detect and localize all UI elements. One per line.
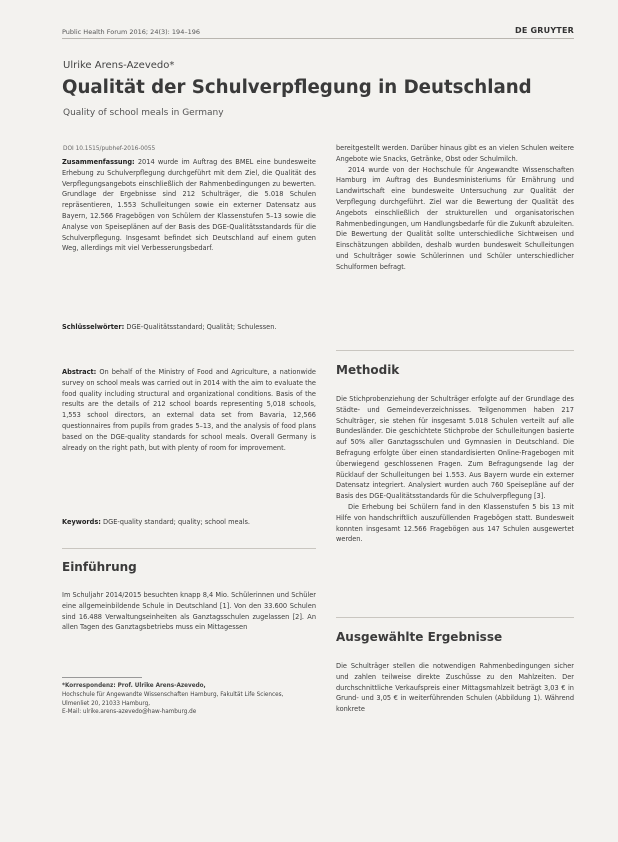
running-header: [62, 22, 574, 39]
section-heading-einfuehrung: Einführung: [62, 560, 137, 574]
abstract-de-label: Zusammenfassung:: [62, 158, 135, 166]
abstract-german: [62, 157, 316, 254]
article-author: Ulrike Arens-Azevedo*: [63, 60, 175, 71]
abstract-en-text: On behalf of the Ministry of Food and Agriculture, a nationwide survey on school meals was carried out in 2014 with the aim to evaluate the food quality including structural and organizational conditions. Basis of the results are the details of 212 school boards representing 5,018 schools, 1,553 school directors, an external data set from Bavaria, 12,566 questionnaires from pupils from grades 5–13, and the analysis of food plans based on the DGE-quality standards for school meals. Overall Germany is already on the right path, but with plenty of room for improvement.: [62, 368, 316, 452]
keywords-german: [62, 322, 316, 333]
footnote-label: *Korrespondenz: Prof. Ulrike Arens-Azevedo,: [62, 683, 206, 689]
keywords-de-text: DGE-Qualitätsstandard; Qualität; Schulessen.: [126, 323, 277, 331]
article-doi: DOI 10.1515/pubhef-2016-0055: [63, 146, 156, 152]
publisher-logo: DE GRUYTER: [515, 26, 574, 35]
keywords-english: [62, 517, 316, 528]
keywords-de-label: Schlüsselwörter:: [62, 323, 125, 331]
correspondence-footnote: [62, 682, 316, 717]
section-heading-ergebnisse: Ausgewählte Ergebnisse: [336, 630, 503, 644]
paragraph: bereitgestellt werden. Darüber hinaus gibt es an vielen Schulen weitere Angebote wie Snacks, Getränke, Obst oder Schulmilch.: [336, 144, 574, 163]
abstract-en-label: Abstract:: [62, 368, 97, 376]
article-title: Qualität der Schulverpflegung in Deutschland: [62, 77, 532, 98]
keywords-en-text: DGE-quality standard; quality; school meals.: [103, 518, 250, 526]
footnote-affiliation: Hochschule für Angewandte Wissenschaften Hamburg, Fakultät Life Sciences,: [62, 691, 284, 698]
footnote-address: Ulmenliet 20, 21033 Hamburg,: [62, 700, 151, 707]
paragraph: Die Erhebung bei Schülern fand in den Klassenstufen 5 bis 13 mit Hilfe von handschriftlich auszufüllenden Fragebögen statt. Bundesweit konnten insgesamt 12.566 Fragebögen aus 147 Schulen ausgewertet werden.: [336, 502, 574, 544]
footnote-email: E-Mail: ulrike.arens-azevedo@haw-hamburg.de: [62, 709, 197, 716]
paragraph: 2014 wurde von der Hochschule für Angewandte Wissenschaften Hamburg im Auftrag des Bundesministeriums für Ernährung und Landwirtschaft eine bundesweite Untersuchung zur Qualität der Verpflegung durchgeführt. Ziel war die Bewertung der Qualität des Angebots einschließlich der strukturellen und organisatorischen Rahmenbedingungen, um Handlungsbedarfe für die Zukunft abzuleiten. Die Bewertung der Qualität sollte unterschiedliche Sichtweisen und Einschätzungen abbilden, deshalb wurden bundesweit Schulleitungen und Schulträger sowie Schülerinnen und Schüler unterschiedlicher Schulformen befragt.: [336, 165, 574, 271]
einfuehrung-paragraph: Im Schuljahr 2014/2015 besuchten knapp 8,4 Mio. Schülerinnen und Schüler eine allgemeinbildende Schule in Deutschland [1]. Von den 33.600 Schulen sind 16.488 Verwaltungseinheiten als Ganztagsschulen zugelassen [2]. An allen Tagen des Ganztagsbetriebs muss ein Mittagessen: [62, 591, 316, 632]
abstract-de-text: 2014 wurde im Auftrag des BMEL eine bundesweite Erhebung zu Schulverpflegung durchgeführt mit dem Ziel, die Qualität des Verpflegungsangebots einschließlich der Rahmenbedingungen zu bewerten. Grundlage der Ergebnisse sind 212 Schulträger, die 5.018 Schulen repräsentieren, 1.553 Schulleitungen sowie ein externer Datensatz aus Bayern, 12.566 Fragebögen von Schülern der Klassenstufen 5–13 sowie die Analyse von Speiseplänen auf der Basis des DGE-Qualitätsstandards für die Schulverpflegung. Insgesamt befindet sich Deutschland auf einem guten Weg, allerdings mit viel Verbesserungsbedarf.: [62, 158, 316, 253]
section-divider: [62, 548, 316, 549]
abstract-english: [62, 367, 316, 453]
paragraph: Die Stichprobenziehung der Schulträger erfolgte auf der Grundlage des Städte- und Gemeindeverzeichnisses. Teilgenommen haben 217 Schulträger, sie stehen für insgesamt 5.018 Schulen verteilt auf alle Bundesländer. Die geschichtete Stichprobe der Schulleitungen basierte auf 50% aller Ganztagsschulen und Gymnasien in Deutschland. Die Befragung erfolgte über einen standardisierten Online-Fragebogen mit überwiegend geschlossenen Fragen. Zum Befragungsende lag der Rücklauf der Schulleitungen bei 1.553. Aus Bayern wurde ein externer Datensatz integriert. Analysiert wurden auch 760 Speisepläne auf der Basis des DGE-Qualitätsstandards für die Schulverpflegung [3].: [336, 395, 574, 501]
journal-citation: Public Health Forum 2016; 24(3): 194–196: [62, 28, 200, 36]
section-heading-methodik: Methodik: [336, 363, 400, 377]
footnote-divider: [62, 677, 142, 678]
section-divider: [336, 350, 574, 351]
methodik-text: [336, 394, 574, 545]
ergebnisse-paragraph: Die Schulträger stellen die notwendigen Rahmenbedingungen sicher und zahlen teilweise direkte Zuschüsse zu den Mahlzeiten. Der durchschnittliche Verkaufspreis einer Mittagsmahlzeit beträgt 3,03 € in Grund- und 3,05 € in weiterführenden Schulen (Abbildung 1). Während konkrete: [336, 662, 574, 714]
intro-continued: [336, 143, 574, 273]
article-subtitle: Quality of school meals in Germany: [63, 108, 224, 118]
keywords-en-label: Keywords:: [62, 518, 101, 526]
section-divider: [336, 617, 574, 618]
